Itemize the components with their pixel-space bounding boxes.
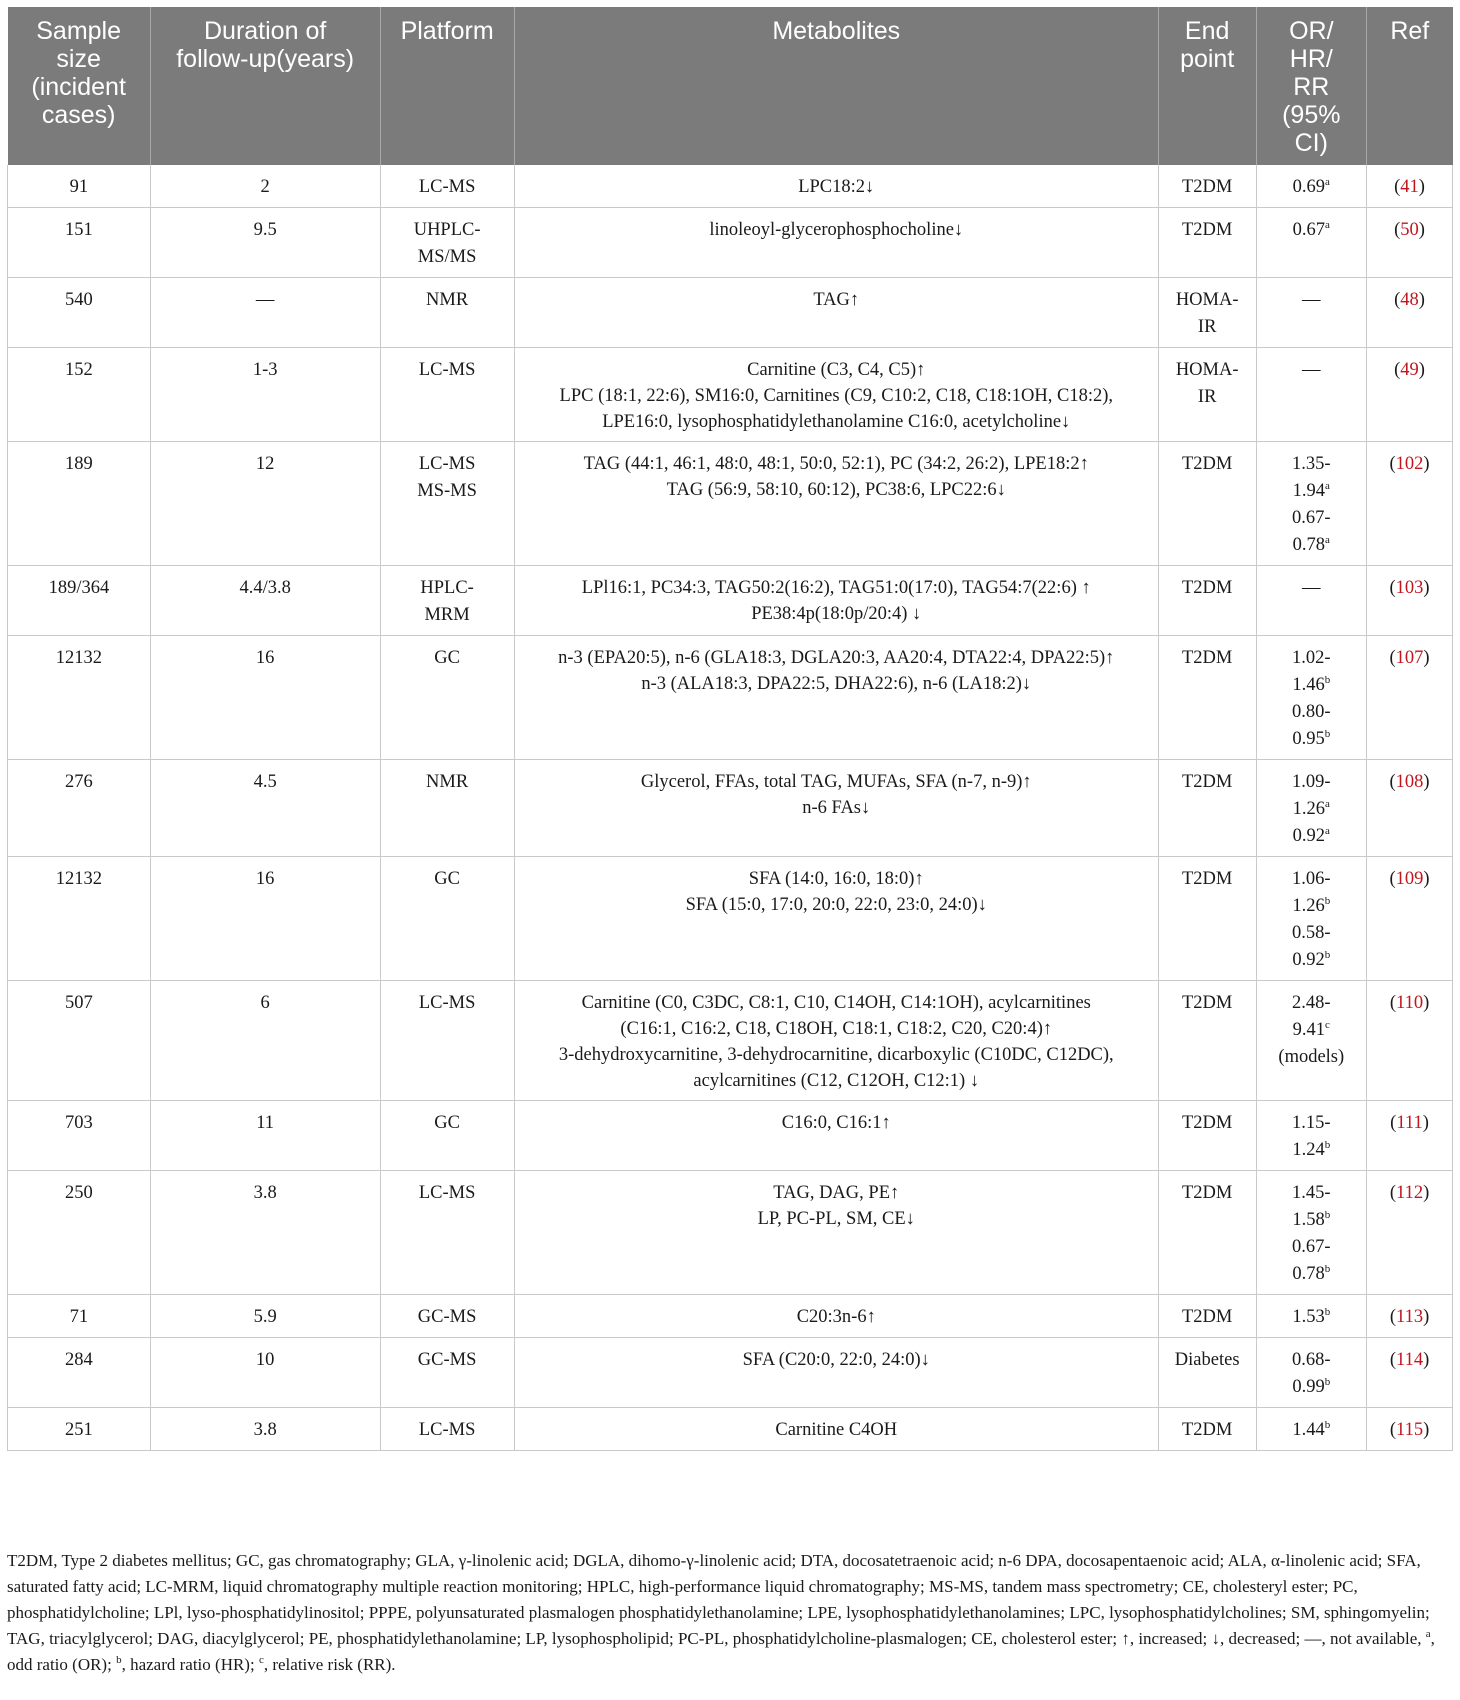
cell-end-point bbox=[1158, 1338, 1256, 1408]
cell-sample-size: 91 bbox=[8, 165, 151, 208]
effect-value: 1.35- bbox=[1292, 454, 1331, 474]
cell-platform bbox=[380, 981, 514, 1101]
cell-effect-size bbox=[1256, 1171, 1367, 1295]
cell-metabolites bbox=[514, 1338, 1158, 1408]
cell-sample-size: 703 bbox=[8, 1101, 151, 1171]
cell-platform bbox=[380, 442, 514, 566]
table-row bbox=[8, 165, 1453, 208]
footnote-c-text: , relative risk (RR). bbox=[263, 1655, 396, 1674]
effect-superscript: b bbox=[1324, 1263, 1331, 1275]
cell-platform-line: GC bbox=[434, 1113, 460, 1133]
cell-end-point bbox=[1158, 1408, 1256, 1451]
effect-superscript: b bbox=[1324, 1376, 1331, 1388]
reference-link[interactable]: 49 bbox=[1400, 360, 1419, 380]
cell-end-point-line: T2DM bbox=[1181, 578, 1233, 598]
cell-platform bbox=[380, 1101, 514, 1171]
cell-effect-size bbox=[1256, 857, 1367, 981]
footnote-sup-b: b bbox=[116, 1654, 122, 1666]
reference-link[interactable]: 50 bbox=[1400, 220, 1419, 240]
header-end-point bbox=[1158, 7, 1256, 165]
table-row bbox=[8, 348, 1453, 442]
reference-link[interactable]: 111 bbox=[1396, 1113, 1423, 1133]
cell-duration: 11 bbox=[150, 1101, 380, 1171]
cell-platform bbox=[380, 636, 514, 760]
cell-metabolites-line: PE38:4p(18:0p/20:4) ↓ bbox=[751, 604, 922, 624]
effect-value: 1.46 bbox=[1292, 675, 1325, 695]
header-line: point bbox=[1180, 45, 1235, 73]
cell-effect-size bbox=[1256, 278, 1367, 348]
cell-ref: (48) bbox=[1367, 278, 1453, 348]
effect-value: 0.67 bbox=[1292, 220, 1326, 240]
cell-metabolites-line: C20:3n-6↑ bbox=[796, 1307, 876, 1327]
cell-sample-size: 12132 bbox=[8, 636, 151, 760]
cell-end-point bbox=[1158, 1295, 1256, 1338]
cell-ref: (108) bbox=[1367, 760, 1453, 857]
header-metabolites bbox=[514, 7, 1158, 165]
cell-ref: (102) bbox=[1367, 442, 1453, 566]
cell-end-point-line: HOMA- bbox=[1175, 290, 1239, 310]
cell-metabolites bbox=[514, 636, 1158, 760]
table-row bbox=[8, 1171, 1453, 1295]
cell-duration: 4.5 bbox=[150, 760, 380, 857]
header-line: Platform bbox=[400, 17, 494, 45]
table-row bbox=[8, 208, 1453, 278]
cell-sample-size: 151 bbox=[8, 208, 151, 278]
cell-metabolites-line: LPE16:0, lysophosphatidylethanolamine C16:0, acetylcholine↓ bbox=[602, 412, 1071, 432]
cell-ref: (114) bbox=[1367, 1338, 1453, 1408]
effect-value: 1.44 bbox=[1292, 1420, 1325, 1440]
cell-sample-size: 152 bbox=[8, 348, 151, 442]
cell-end-point bbox=[1158, 566, 1256, 636]
cell-sample-size: 189/364 bbox=[8, 566, 151, 636]
cell-metabolites-line: Glycerol, FFAs, total TAG, MUFAs, SFA (n-7, n-9)↑ bbox=[640, 772, 1032, 792]
cell-metabolites-line: LP, PC-PL, SM, CE↓ bbox=[757, 1209, 915, 1229]
cell-platform-line: LC-MS bbox=[418, 360, 476, 380]
cell-platform bbox=[380, 760, 514, 857]
reference-link[interactable]: 107 bbox=[1395, 648, 1424, 668]
cell-platform-line: GC bbox=[434, 648, 460, 668]
cell-platform bbox=[380, 278, 514, 348]
effect-value: 1.02- bbox=[1292, 648, 1331, 668]
cell-duration: 12 bbox=[150, 442, 380, 566]
cell-metabolites-line: C16:0, C16:1↑ bbox=[781, 1113, 891, 1133]
effect-value: 1.26 bbox=[1292, 799, 1326, 819]
cell-platform bbox=[380, 348, 514, 442]
cell-end-point-line: T2DM bbox=[1181, 772, 1233, 792]
cell-metabolites bbox=[514, 442, 1158, 566]
header-duration bbox=[150, 7, 380, 165]
cell-sample-size: 189 bbox=[8, 442, 151, 566]
cell-metabolites-line: n-3 (EPA20:5), n-6 (GLA18:3, DGLA20:3, AA20:4, DTA22:4, DPA22:5)↑ bbox=[558, 648, 1115, 668]
cell-end-point bbox=[1158, 857, 1256, 981]
cell-platform-line: NMR bbox=[426, 290, 469, 310]
cell-metabolites-line: TAG↑ bbox=[813, 290, 860, 310]
cell-effect-size bbox=[1256, 1295, 1367, 1338]
header-line: RR bbox=[1293, 73, 1330, 101]
effect-value: 1.58 bbox=[1292, 1210, 1325, 1230]
cell-sample-size: 251 bbox=[8, 1408, 151, 1451]
cell-ref: (110) bbox=[1367, 981, 1453, 1101]
cell-metabolites bbox=[514, 566, 1158, 636]
cell-sample-size: 540 bbox=[8, 278, 151, 348]
reference-link[interactable]: 109 bbox=[1395, 869, 1424, 889]
effect-superscript: a bbox=[1325, 176, 1330, 188]
cell-end-point-line: T2DM bbox=[1181, 993, 1233, 1013]
effect-superscript: a bbox=[1325, 825, 1330, 837]
cell-end-point-line: IR bbox=[1197, 317, 1217, 337]
reference-link[interactable]: 41 bbox=[1400, 177, 1419, 197]
cell-end-point-line: HOMA- bbox=[1175, 360, 1239, 380]
footnote-sup-c: c bbox=[258, 1654, 264, 1666]
effect-value: 1.09- bbox=[1292, 772, 1331, 792]
cell-end-point bbox=[1158, 760, 1256, 857]
cell-end-point-line: T2DM bbox=[1181, 648, 1233, 668]
cell-end-point-line: T2DM bbox=[1181, 1183, 1233, 1203]
cell-metabolites-line: n-6 FAs↓ bbox=[802, 798, 871, 818]
table-row bbox=[8, 760, 1453, 857]
cell-platform-line: LC-MS bbox=[418, 1183, 476, 1203]
cell-platform-line: MS/MS bbox=[417, 247, 477, 267]
cell-metabolites-line: SFA (C20:0, 22:0, 24:0)↓ bbox=[742, 1350, 930, 1370]
cell-end-point-line: T2DM bbox=[1181, 869, 1233, 889]
cell-metabolites-line: TAG (56:9, 58:10, 60:12), PC38:6, LPC22:6↓ bbox=[666, 480, 1006, 500]
cell-platform bbox=[380, 165, 514, 208]
cell-sample-size: 71 bbox=[8, 1295, 151, 1338]
effect-value: 0.80- bbox=[1292, 702, 1331, 722]
effect-superscript: b bbox=[1324, 949, 1331, 961]
cell-effect-size bbox=[1256, 566, 1367, 636]
cell-effect-size bbox=[1256, 760, 1367, 857]
effect-value: 1.94 bbox=[1292, 481, 1326, 501]
effect-value: 0.67- bbox=[1292, 1237, 1331, 1257]
effect-superscript: a bbox=[1325, 219, 1330, 231]
table-header bbox=[8, 7, 1453, 165]
cell-duration: 10 bbox=[150, 1338, 380, 1408]
effect-value: 0.78 bbox=[1292, 1264, 1325, 1284]
effect-value: 9.41 bbox=[1292, 1020, 1326, 1040]
cell-end-point-line: T2DM bbox=[1181, 1420, 1233, 1440]
cell-duration: — bbox=[150, 278, 380, 348]
reference-link[interactable]: 108 bbox=[1395, 772, 1424, 792]
cell-metabolites bbox=[514, 278, 1158, 348]
cell-ref: (50) bbox=[1367, 208, 1453, 278]
table-row bbox=[8, 1408, 1453, 1451]
table-footnote bbox=[7, 1548, 1453, 1678]
effect-superscript: b bbox=[1324, 1209, 1331, 1221]
cell-end-point-line: IR bbox=[1197, 387, 1217, 407]
effect-value: 0.67- bbox=[1292, 508, 1331, 528]
cell-effect-size bbox=[1256, 1101, 1367, 1171]
cell-duration: 3.8 bbox=[150, 1171, 380, 1295]
effect-value: 1.26 bbox=[1292, 896, 1325, 916]
cell-sample-size: 250 bbox=[8, 1171, 151, 1295]
effect-superscript: a bbox=[1325, 534, 1330, 546]
table-row bbox=[8, 1101, 1453, 1171]
header-line: Duration of bbox=[204, 17, 327, 45]
effect-value: — bbox=[1302, 290, 1321, 310]
header-line: size bbox=[56, 45, 101, 73]
cell-metabolites-line: TAG (44:1, 46:1, 48:0, 48:1, 50:0, 52:1), PC (34:2, 26:2), LPE18:2↑ bbox=[583, 454, 1089, 474]
cell-platform-line: GC bbox=[434, 869, 460, 889]
effect-value: 2.48- bbox=[1292, 993, 1331, 1013]
cell-duration: 2 bbox=[150, 165, 380, 208]
cell-metabolites-line: Carnitine (C0, C3DC, C8:1, C10, C14OH, C14:1OH), acylcarnitines bbox=[581, 993, 1091, 1013]
cell-metabolites-line: acylcarnitines (C12, C12OH, C12:1) ↓ bbox=[693, 1071, 980, 1091]
cell-effect-size bbox=[1256, 1408, 1367, 1451]
table-row bbox=[8, 636, 1453, 760]
cell-ref: (111) bbox=[1367, 1101, 1453, 1171]
cell-end-point-line: T2DM bbox=[1181, 1113, 1233, 1133]
header-line: CI) bbox=[1294, 129, 1328, 157]
cell-duration: 16 bbox=[150, 636, 380, 760]
header-line: HR/ bbox=[1289, 45, 1333, 73]
effect-superscript: a bbox=[1325, 798, 1330, 810]
effect-value: 0.68- bbox=[1292, 1350, 1331, 1370]
cell-sample-size: 12132 bbox=[8, 857, 151, 981]
cell-platform bbox=[380, 566, 514, 636]
footnote-b-text: , hazard ratio (HR); bbox=[121, 1655, 259, 1674]
cell-effect-size bbox=[1256, 442, 1367, 566]
cell-duration: 9.5 bbox=[150, 208, 380, 278]
cell-platform-line: NMR bbox=[426, 772, 469, 792]
cell-metabolites-line: n-3 (ALA18:3, DPA22:5, DHA22:6), n-6 (LA18:2)↓ bbox=[641, 674, 1032, 694]
cell-metabolites bbox=[514, 760, 1158, 857]
header-line: Sample bbox=[36, 17, 122, 45]
cell-platform-line: LC-MS bbox=[418, 1420, 476, 1440]
cell-effect-size bbox=[1256, 1338, 1367, 1408]
cell-platform bbox=[380, 857, 514, 981]
effect-value: 0.69 bbox=[1292, 177, 1326, 197]
footnote-a-text: , odd ratio (OR); bbox=[7, 1629, 1435, 1674]
effect-superscript: b bbox=[1324, 728, 1331, 740]
cell-ref: (112) bbox=[1367, 1171, 1453, 1295]
cell-platform-line: UHPLC- bbox=[413, 220, 481, 240]
cell-duration: 5.9 bbox=[150, 1295, 380, 1338]
cell-duration: 4.4/3.8 bbox=[150, 566, 380, 636]
effect-value: 1.06- bbox=[1292, 869, 1331, 889]
table-row bbox=[8, 981, 1453, 1101]
cell-metabolites bbox=[514, 348, 1158, 442]
cell-sample-size: 276 bbox=[8, 760, 151, 857]
cell-effect-size bbox=[1256, 208, 1367, 278]
cell-metabolites-line: LPC (18:1, 22:6), SM16:0, Carnitines (C9, C10:2, C18, C18:1OH, C18:2), bbox=[559, 386, 1113, 406]
cell-platform bbox=[380, 1338, 514, 1408]
effect-superscript: b bbox=[1324, 1306, 1331, 1318]
cell-metabolites bbox=[514, 1171, 1158, 1295]
cell-effect-size bbox=[1256, 165, 1367, 208]
cell-duration: 16 bbox=[150, 857, 380, 981]
cell-end-point bbox=[1158, 208, 1256, 278]
cell-ref: (41) bbox=[1367, 165, 1453, 208]
cell-platform-line: MS-MS bbox=[417, 481, 477, 501]
cell-end-point bbox=[1158, 278, 1256, 348]
cell-end-point bbox=[1158, 636, 1256, 760]
effect-value: 1.24 bbox=[1292, 1140, 1325, 1160]
cell-sample-size: 284 bbox=[8, 1338, 151, 1408]
cell-metabolites bbox=[514, 1101, 1158, 1171]
header-or-hr-rr bbox=[1256, 7, 1367, 165]
cell-ref: (107) bbox=[1367, 636, 1453, 760]
header-line: End bbox=[1184, 17, 1230, 45]
effect-superscript: b bbox=[1324, 1419, 1331, 1431]
cell-platform bbox=[380, 1171, 514, 1295]
table-body bbox=[8, 165, 1453, 1451]
cell-end-point-line: T2DM bbox=[1181, 220, 1233, 240]
cell-end-point-line: T2DM bbox=[1181, 454, 1233, 474]
footnote-text: T2DM, Type 2 diabetes mellitus; GC, gas chromatography; GLA, γ-linolenic acid; DGLA, dihomo-γ-linolenic acid; DTA, docosatetraenoic acid; n-6 DPA, docosapentaenoic acid; ALA, α-linolenic acid; SFA, saturated fatty acid; LC-MRM, liquid chromatography multiple reaction monitoring; HPLC, high-performance liquid chromatography; MS-MS, tandem mass spectrometry; CE, cholesteryl ester; PC, phosphatidylcholine; LPl, lyso-phosphatidylinositol; PPPE, polyunsaturated plasmalogen phosphatidylethanolamine; LPE, lysophosphatidylethanolamines; LPC, lysophosphatidylcholines; SM, sphingomyelin; TAG, triacylglycerol; DAG, diacylglycerol; PE, phosphatidylethanolamine; LP, lysophospholipid; PC-PL, phosphatidylcholine-plasmalogen; CE, cholesterol ester; ↑, increased; ↓, decreased; —, not available, bbox=[7, 1551, 1430, 1648]
cell-platform-line: MRM bbox=[424, 605, 470, 625]
effect-superscript: a bbox=[1325, 480, 1330, 492]
cell-platform bbox=[380, 1408, 514, 1451]
cell-sample-size: 507 bbox=[8, 981, 151, 1101]
reference-link[interactable]: 48 bbox=[1400, 290, 1419, 310]
cell-metabolites bbox=[514, 1408, 1158, 1451]
cell-metabolites bbox=[514, 857, 1158, 981]
cell-duration: 3.8 bbox=[150, 1408, 380, 1451]
cell-metabolites-line: LPC18:2↓ bbox=[798, 177, 875, 197]
effect-value: 0.58- bbox=[1292, 923, 1331, 943]
header-ref bbox=[1367, 7, 1453, 165]
cell-end-point-line: T2DM bbox=[1181, 1307, 1233, 1327]
effect-superscript: c bbox=[1325, 1019, 1330, 1031]
effect-value: — bbox=[1302, 360, 1321, 380]
table-row bbox=[8, 278, 1453, 348]
cell-metabolites bbox=[514, 208, 1158, 278]
cell-platform bbox=[380, 1295, 514, 1338]
cell-metabolites bbox=[514, 165, 1158, 208]
effect-value: 1.15- bbox=[1292, 1113, 1331, 1133]
cell-end-point bbox=[1158, 981, 1256, 1101]
cell-platform-line: LC-MS bbox=[418, 454, 476, 474]
cell-platform-line: LC-MS bbox=[418, 993, 476, 1013]
reference-link[interactable]: 114 bbox=[1396, 1350, 1424, 1370]
header-line: Ref bbox=[1390, 17, 1430, 45]
effect-value: — bbox=[1302, 578, 1321, 598]
effect-value: 0.92 bbox=[1292, 826, 1326, 846]
effect-value: (models) bbox=[1278, 1047, 1345, 1067]
cell-ref: (109) bbox=[1367, 857, 1453, 981]
cell-metabolites-line: Carnitine (C3, C4, C5)↑ bbox=[747, 360, 926, 380]
effect-superscript: b bbox=[1324, 895, 1331, 907]
table-row bbox=[8, 442, 1453, 566]
cell-end-point bbox=[1158, 348, 1256, 442]
cell-effect-size bbox=[1256, 348, 1367, 442]
reference-link[interactable]: 103 bbox=[1395, 578, 1424, 598]
effect-value: 1.45- bbox=[1292, 1183, 1331, 1203]
effect-superscript: b bbox=[1324, 1139, 1331, 1151]
cell-metabolites-line: 3-dehydroxycarnitine, 3-dehydrocarnitine, dicarboxylic (C10DC, C12DC), bbox=[558, 1045, 1114, 1065]
header-line: follow-up(years) bbox=[176, 45, 355, 73]
cell-end-point-line: Diabetes bbox=[1174, 1350, 1240, 1370]
cell-metabolites-line: SFA (14:0, 16:0, 18:0)↑ bbox=[748, 869, 924, 889]
reference-link[interactable]: 113 bbox=[1396, 1307, 1424, 1327]
header-line: cases) bbox=[41, 101, 116, 129]
reference-link[interactable]: 115 bbox=[1396, 1420, 1424, 1440]
cell-duration: 6 bbox=[150, 981, 380, 1101]
cell-end-point bbox=[1158, 1101, 1256, 1171]
cell-metabolites bbox=[514, 981, 1158, 1101]
footnote-sup-a: a bbox=[1425, 1628, 1431, 1640]
cell-metabolites-line: (C16:1, C16:2, C18, C18OH, C18:1, C18:2, C20, C20:4)↑ bbox=[620, 1019, 1053, 1039]
header-line: OR/ bbox=[1289, 17, 1334, 45]
effect-value: 0.99 bbox=[1292, 1377, 1325, 1397]
cell-end-point bbox=[1158, 442, 1256, 566]
cell-platform-line: HPLC- bbox=[420, 578, 474, 598]
effect-superscript: b bbox=[1324, 674, 1331, 686]
cell-metabolites bbox=[514, 1295, 1158, 1338]
reference-link[interactable]: 110 bbox=[1396, 993, 1424, 1013]
cell-metabolites-line: LPl16:1, PC34:3, TAG50:2(16:2), TAG51:0(17:0), TAG54:7(22:6) ↑ bbox=[581, 578, 1091, 598]
cell-ref: (49) bbox=[1367, 348, 1453, 442]
cell-metabolites-line: Carnitine C4OH bbox=[775, 1420, 898, 1440]
table-row bbox=[8, 857, 1453, 981]
table-row bbox=[8, 566, 1453, 636]
cell-metabolites-line: SFA (15:0, 17:0, 20:0, 22:0, 23:0, 24:0)↓ bbox=[685, 895, 987, 915]
header-line: (incident bbox=[31, 73, 126, 101]
effect-value: 0.78 bbox=[1292, 535, 1326, 555]
cell-ref: (103) bbox=[1367, 566, 1453, 636]
reference-link[interactable]: 112 bbox=[1396, 1183, 1424, 1203]
metabolite-table bbox=[7, 7, 1453, 1451]
effect-value: 1.53 bbox=[1292, 1307, 1325, 1327]
table-row bbox=[8, 1295, 1453, 1338]
header-platform bbox=[380, 7, 514, 165]
table-row bbox=[8, 1338, 1453, 1408]
cell-ref: (113) bbox=[1367, 1295, 1453, 1338]
cell-metabolites-line: linoleoyl-glycerophosphocholine↓ bbox=[709, 220, 964, 240]
header-line: (95% bbox=[1282, 101, 1341, 129]
cell-platform-line: LC-MS bbox=[418, 177, 476, 197]
header-line: Metabolites bbox=[772, 17, 901, 45]
reference-link[interactable]: 102 bbox=[1395, 454, 1424, 474]
cell-effect-size bbox=[1256, 981, 1367, 1101]
cell-end-point bbox=[1158, 1171, 1256, 1295]
effect-value: 0.95 bbox=[1292, 729, 1325, 749]
effect-value: 0.92 bbox=[1292, 950, 1325, 970]
cell-end-point-line: T2DM bbox=[1181, 177, 1233, 197]
cell-ref: (115) bbox=[1367, 1408, 1453, 1451]
cell-metabolites-line: TAG, DAG, PE↑ bbox=[773, 1183, 900, 1203]
cell-duration: 1-3 bbox=[150, 348, 380, 442]
header-sample-size bbox=[8, 7, 151, 165]
cell-effect-size bbox=[1256, 636, 1367, 760]
cell-end-point bbox=[1158, 165, 1256, 208]
cell-platform bbox=[380, 208, 514, 278]
cell-platform-line: GC-MS bbox=[417, 1350, 477, 1370]
cell-platform-line: GC-MS bbox=[417, 1307, 477, 1327]
